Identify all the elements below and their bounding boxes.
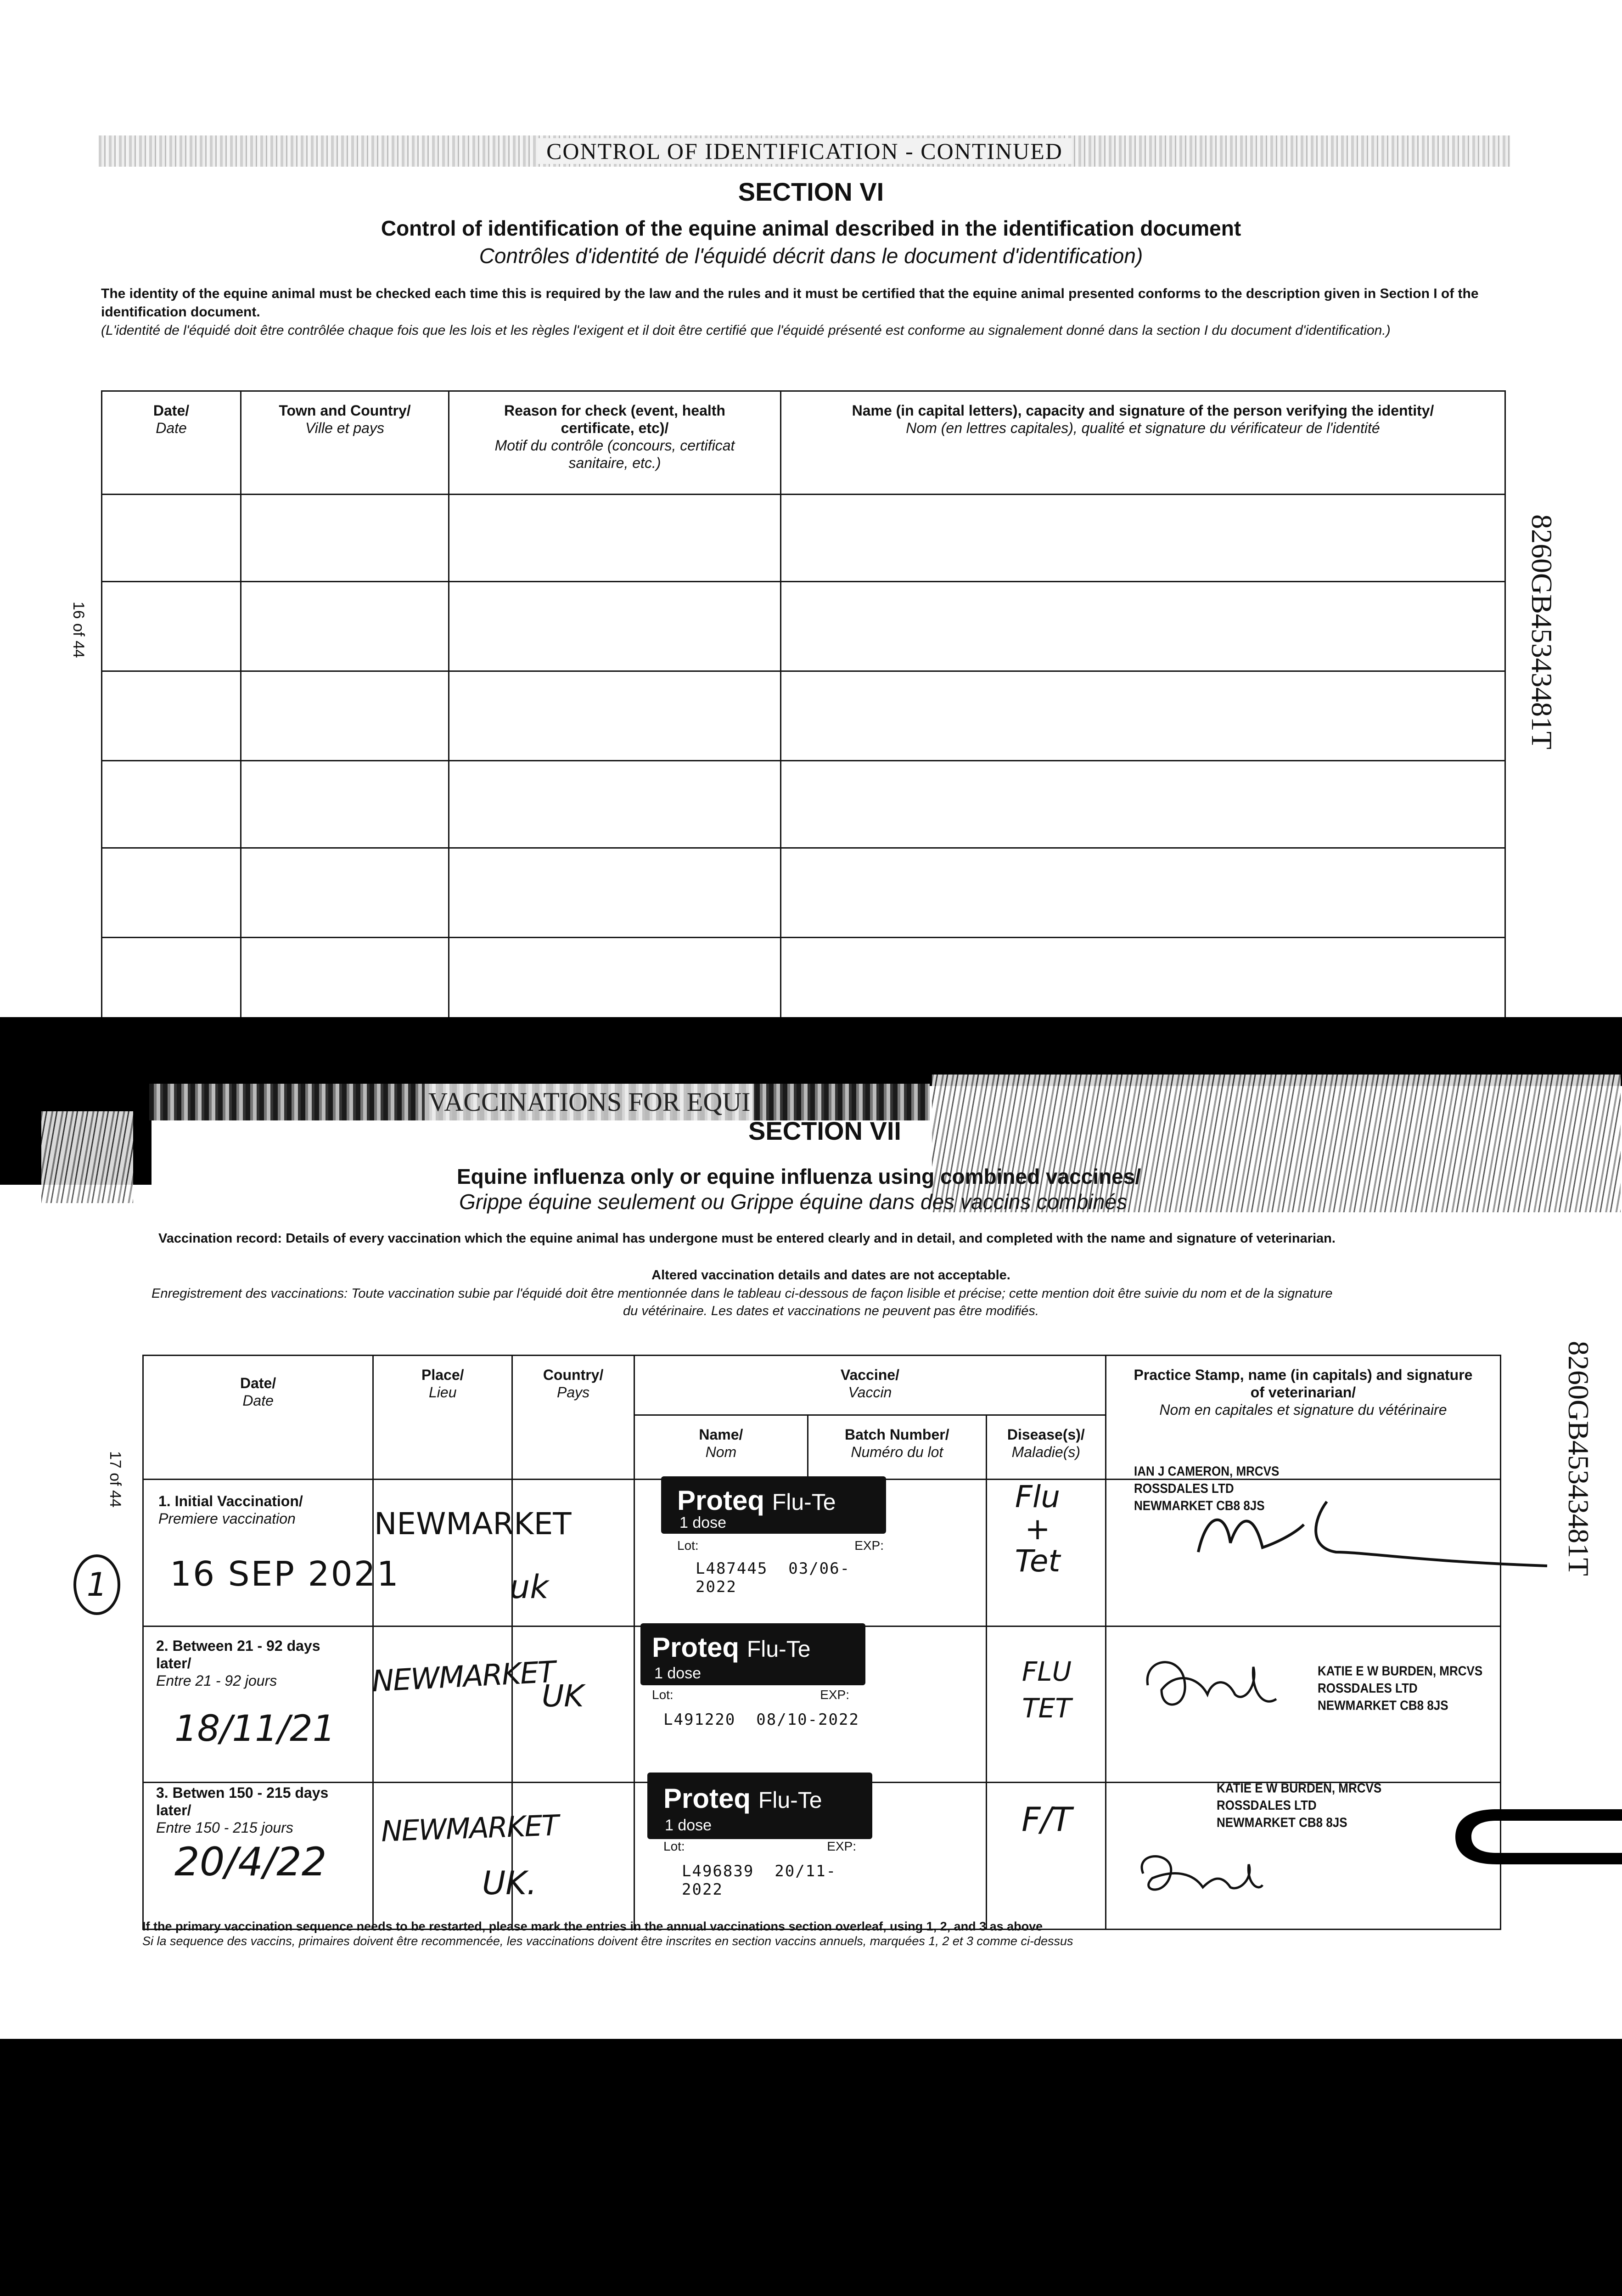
exp-label: EXP: (827, 1839, 856, 1853)
vaccination-country: UK (542, 1678, 584, 1714)
col-header-disease: Disease(s)/ Maladie(s) (986, 1415, 1106, 1480)
vet-stamp: IAN J CAMERON, MRCVS ROSSDALES LTD NEWMARKET CB8 8JS (1134, 1463, 1280, 1513)
table-cell[interactable] (449, 938, 781, 1025)
table-cell[interactable] (449, 671, 781, 761)
lot-number: L491220 (663, 1711, 736, 1729)
banner-title: CONTROL OF IDENTIFICATION - CONTINUED (537, 138, 1072, 164)
circled-mark: 1 (73, 1554, 120, 1615)
vet-signature (1189, 1483, 1566, 1584)
vaccination-date: 16 SEP 2021 (170, 1554, 400, 1594)
scan-gap-bottom (0, 2039, 1622, 2296)
section-banner (99, 135, 1510, 167)
table-cell[interactable] (241, 761, 449, 848)
vet-stamp: KATIE E W BURDEN, MRCVS ROSSDALES LTD NEWMARKET CB8 8JS (1217, 1780, 1382, 1830)
table-row (102, 761, 1505, 848)
col-header-town: Town and Country/ Ville et pays (241, 391, 449, 495)
section-heading-fr: Grippe équine seulement ou Grippe équine dans des vaccins combinés (459, 1190, 1127, 1214)
batch-info (677, 1538, 888, 1596)
expiry-date: 03/06-2022 (696, 1559, 851, 1596)
col-header-date: Date/ Date (143, 1356, 373, 1480)
intro-text-fr: Enregistrement des vaccinations: Toute vaccination subie par l'équidé doit être mentionnée dans le tableau ci-dessous de façon lisible et précise; cette mention doit être suivie du nom et de la signature (152, 1286, 1333, 1301)
disease-flu: FLU (1021, 1656, 1072, 1687)
section-title: SECTION VI (738, 177, 884, 206)
lot-number: L496839 (682, 1862, 754, 1880)
vaccine-sticker (640, 1623, 865, 1685)
batch-info (652, 1688, 868, 1729)
page-number: 17 of 44 (107, 1451, 124, 1508)
table-cell[interactable] (102, 671, 241, 761)
disease-flu: Flu (1015, 1479, 1061, 1514)
table-cell[interactable] (781, 495, 1505, 582)
exp-label: EXP: (820, 1688, 849, 1702)
table-cell[interactable] (102, 848, 241, 938)
disease-tet: TET (1022, 1693, 1072, 1724)
col-header-batch: Batch Number/ Numéro du lot (808, 1415, 986, 1480)
vaccine-type: Flu-Te (758, 1787, 822, 1813)
vaccine-brand: Proteq (677, 1485, 765, 1516)
col-header-verifier: Name (in capital letters), capacity and signature of the person verifying the identity/ Nom (en lettres capitales), qualité et signature du vérificateur de l'identité (781, 391, 1505, 495)
vaccine-type: Flu-Te (772, 1489, 836, 1515)
vaccine-dose: 1 dose (654, 1665, 702, 1682)
binder-clip-shape (1446, 1805, 1622, 1869)
table-cell[interactable] (241, 938, 449, 1025)
table-cell[interactable] (449, 495, 781, 582)
lot-number: L487445 (696, 1559, 768, 1578)
table-cell[interactable] (241, 495, 449, 582)
lot-label: Lot: (652, 1688, 673, 1702)
footer-note-fr: Si la sequence des vaccins, primaires doivent être recommencée, les vaccinations doivent être inscrites en section vaccins annuels, marquées 1, 2 et 3 comme ci-dessus (142, 1934, 1073, 1948)
vet-signature (1134, 1644, 1285, 1722)
table-cell[interactable] (781, 761, 1505, 848)
col-header-vaccine: Vaccine/ Vaccin (634, 1356, 1106, 1415)
table-cell[interactable] (781, 582, 1505, 671)
vaccine-brand: Proteq (652, 1632, 740, 1663)
row-label-initial: 1. Initial Vaccination/ Premiere vaccination (158, 1493, 303, 1527)
lot-label: Lot: (663, 1839, 685, 1853)
section-banner (149, 1084, 930, 1120)
table-cell[interactable] (102, 582, 241, 671)
vaccine-sticker (661, 1476, 886, 1534)
table-row (102, 582, 1505, 671)
disease-flu-tet: F/T (1021, 1800, 1072, 1839)
intro-text-en: The identity of the equine animal must be checked each time this is required by the law and the rules and it must be certified that the equine animal presented conforms to the description given in Section I of the identification document. (101, 286, 1479, 320)
vaccine-type: Flu-Te (746, 1636, 811, 1662)
vet-stamp: KATIE E W BURDEN, MRCVS ROSSDALES LTD NEWMARKET CB8 8JS (1318, 1663, 1483, 1713)
batch-info (663, 1839, 875, 1899)
vet-signature (1125, 1841, 1272, 1901)
vaccine-brand: Proteq (663, 1783, 751, 1814)
scan-noise-pattern-left (41, 1111, 133, 1203)
col-header-reason: Reason for check (event, health certificate, etc)/ Motif du contrôle (concours, certificat sanitaire, etc.) (449, 391, 781, 495)
disease-list (987, 1481, 1088, 1577)
document-id: 8260GB45343481T (1526, 514, 1558, 749)
table-cell[interactable] (241, 671, 449, 761)
vaccination-place: NEWMARKET (374, 1506, 572, 1542)
intro-text-fr: (L'identité de l'équidé doit être contrôlée chaque fois que les lois et les règles l'exigent et il doit être certifié que l'équidé présenté est conforme au signalement donné dans la section I du document d'identification.) (101, 323, 1391, 338)
col-header-place: Place/ Lieu (373, 1356, 512, 1480)
table-cell[interactable] (241, 848, 449, 938)
expiry-date: 20/11-2022 (682, 1862, 837, 1899)
exp-label: EXP: (854, 1538, 884, 1553)
banner-title: VACCINATIONS FOR EQUI (425, 1084, 754, 1120)
table-row (102, 495, 1505, 582)
table-cell[interactable] (241, 582, 449, 671)
table-cell[interactable] (102, 761, 241, 848)
table-cell[interactable] (102, 938, 241, 1025)
col-header-name: Name/ Nom (634, 1415, 808, 1480)
vaccine-dose: 1 dose (679, 1514, 727, 1531)
table-row (102, 671, 1505, 761)
vaccine-dose: 1 dose (665, 1817, 712, 1834)
section-heading-en: Equine influenza only or equine influenza using combined vaccines/ (457, 1165, 1141, 1188)
row-label-third: 3. Betwen 150 - 215 days later/ Entre 150 - 215 jours (156, 1784, 329, 1836)
vaccination-place: NEWMARKET (380, 1808, 559, 1848)
table-cell[interactable] (781, 671, 1505, 761)
section-heading-fr: Contrôles d'identité de l'équidé décrit dans le document d'identification) (479, 244, 1143, 268)
vaccination-date: 18/11/21 (174, 1708, 336, 1750)
disease-list (1001, 1653, 1093, 1727)
col-header-country: Country/ Pays (512, 1356, 634, 1480)
section-heading-en: Control of identification of the equine animal described in the identification document (381, 216, 1241, 240)
vaccination-country: UK. (482, 1864, 537, 1902)
row-label-second: 2. Between 21 - 92 days later/ Entre 21 - 92 jours (156, 1638, 320, 1689)
intro-text-fr-2: du vétérinaire. Les dates et vaccinations ne peuvent pas être modifiés. (623, 1304, 1039, 1318)
disease-list (996, 1800, 1097, 1839)
document-id: 8260GB45343481T (1562, 1341, 1595, 1576)
disease-plus: + (1025, 1511, 1050, 1547)
page-number: 16 of 44 (70, 602, 87, 658)
section-title: SECTION VII (748, 1116, 901, 1145)
table-cell[interactable] (781, 848, 1505, 938)
intro-text-en: Vaccination record: Details of every vaccination which the equine animal has undergone must be entered clearly and in detail, and completed with the name and signature of veterinarian. (158, 1231, 1336, 1246)
lot-label: Lot: (677, 1538, 699, 1553)
table-row (102, 938, 1505, 1025)
col-header-vet: Practice Stamp, name (in capitals) and signature of veterinarian/ Nom en capitales et signature du vétérinaire (1106, 1356, 1500, 1480)
table-cell[interactable] (449, 848, 781, 938)
vaccine-sticker (647, 1773, 872, 1839)
identity-check-table (101, 390, 1506, 1025)
table-cell[interactable] (781, 938, 1505, 1025)
footer-note-en: If the primary vaccination sequence needs to be restarted, please mark the entries in the annual vaccinations section overleaf, using 1, 2, and 3 as above (142, 1919, 1043, 1933)
vaccination-country: uk (510, 1568, 549, 1606)
table-cell[interactable] (449, 761, 781, 848)
intro-text-en-2: Altered vaccination details and dates are not acceptable. (651, 1268, 1010, 1283)
table-row (102, 848, 1505, 938)
expiry-date: 08/10-2022 (756, 1711, 859, 1729)
vaccination-place: NEWMARKET (371, 1655, 556, 1699)
table-cell[interactable] (449, 582, 781, 671)
vaccination-date: 20/4/22 (174, 1839, 327, 1885)
disease-tet: Tet (1015, 1543, 1061, 1579)
col-header-date: Date/ Date (102, 391, 241, 495)
table-cell[interactable] (102, 495, 241, 582)
